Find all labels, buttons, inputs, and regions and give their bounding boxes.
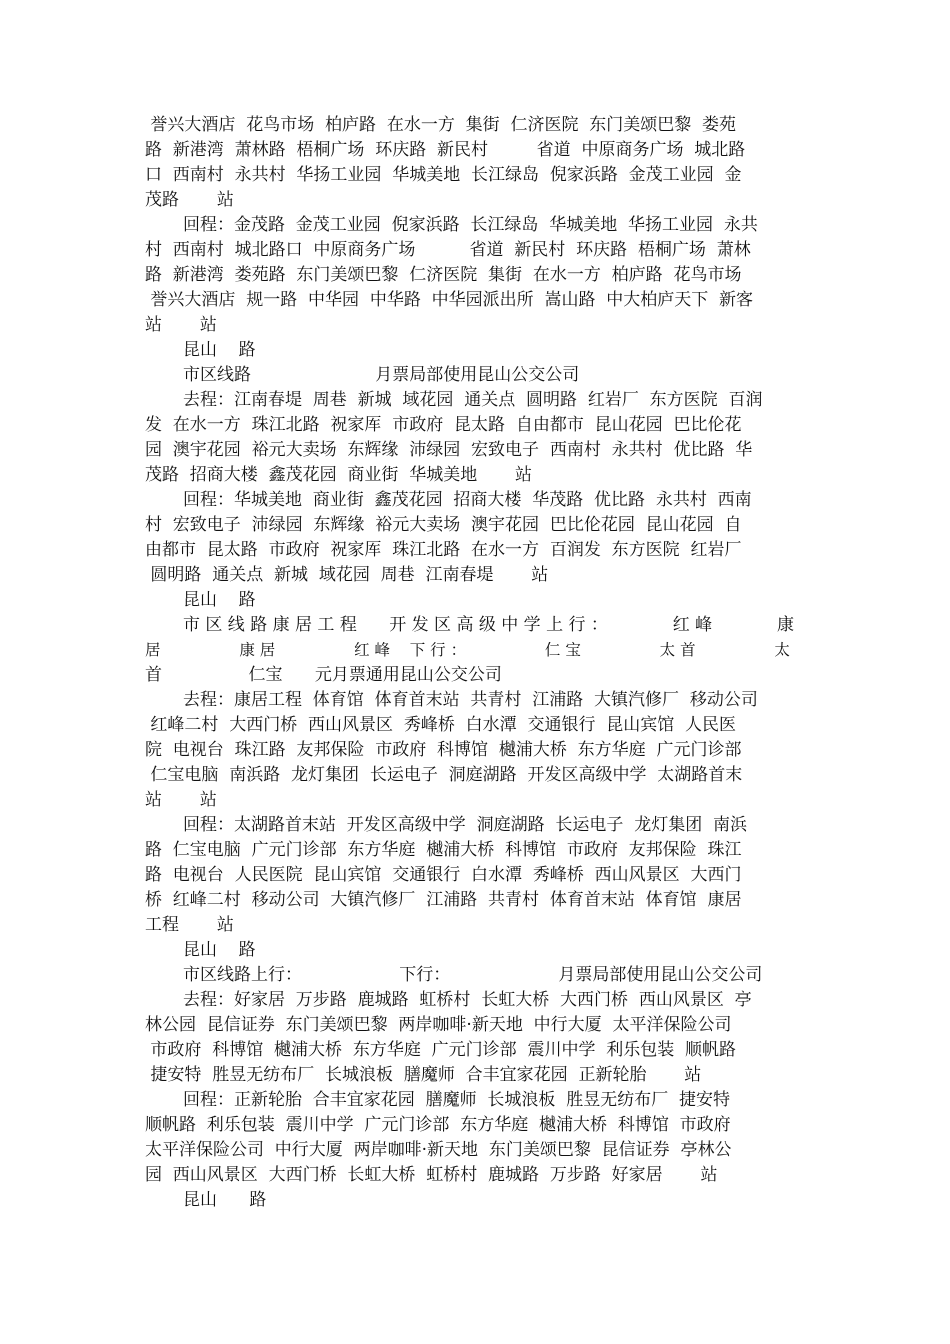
text-line: 发 在水一方 珠江北路 祝家厍 市政府 昆太路 自由都市 昆山花园 巴比伦花 <box>145 415 742 435</box>
text-line: 昆山 路 <box>183 1190 267 1210</box>
text-line: 院 电视台 珠江路 友邦保险 市政府 科博馆 樾浦大桥 东方华庭 广元门诊部 <box>145 740 742 760</box>
text-line: 誉兴大酒店 花鸟市场 柏庐路 在水一方 集街 仁济医院 东门美颂巴黎 娄苑 <box>145 115 737 135</box>
text-line: 昆山 路 <box>183 940 256 960</box>
text-line: 捷安特 胜昱无纺布厂 长城浪板 膳魔师 合丰宜家花园 正新轮胎 站 <box>145 1065 702 1085</box>
text-line: 去程：康居工程 体育馆 体育首末站 共青村 江浦路 大镇汽修厂 移动公司 <box>183 690 758 710</box>
text-line: 路 新港湾 萧林路 梧桐广场 环庆路 新民村 省道 中原商务广场 城北路 <box>145 140 746 160</box>
text-line: 仁宝电脑 南浜路 龙灯集团 长运电子 洞庭湖路 开发区高级中学 太湖路首末 <box>145 765 743 785</box>
text-line: 茂路 招商大楼 鑫茂花园 商业街 华城美地 站 <box>145 465 533 485</box>
text-line: 路 仁宝电脑 广元门诊部 东方华庭 樾浦大桥 科博馆 市政府 友邦保险 珠江 <box>145 840 742 860</box>
text-line: 市 区 线 路 康 居 工 程 开 发 区 高 级 中 学 上 行 ： 红 峰 康 <box>183 615 794 635</box>
text-line: 园 西山风景区 大西门桥 长虹大桥 虹桥村 鹿城路 万步路 好家居 站 <box>145 1165 718 1185</box>
text-line: 昆山 路 <box>183 590 256 610</box>
text-line: 昆山 路 <box>183 340 256 360</box>
text-line: 站 站 <box>145 315 217 335</box>
text-line: 市区线路 月票局部使用昆山公交公司 <box>183 365 580 385</box>
text-line: 回程：华城美地 商业街 鑫茂花园 招商大楼 华茂路 优比路 永共村 西南 <box>183 490 752 510</box>
text-line: 林公园 昆信证券 东门美颂巴黎 两岸咖啡·新天地 中行大厦 太平洋保险公司 <box>145 1015 732 1035</box>
text-line: 居 康 居 红 峰 下 行 ： 仁 宝 太 首 太 <box>145 641 790 659</box>
text-line: 太平洋保险公司 中行大厦 两岸咖啡·新天地 东门美颂巴黎 昆信证券 亭林公 <box>145 1140 732 1160</box>
text-line: 村 宏致电子 沛绿园 东辉缘 裕元大卖场 澳宇花园 巴比伦花园 昆山花园 自 <box>145 515 742 535</box>
text-line: 路 新港湾 娄苑路 东门美颂巴黎 仁济医院 集街 在水一方 柏庐路 花鸟市场 <box>145 265 742 285</box>
text-line: 路 电视台 人民医院 昆山宾馆 交通银行 白水潭 秀峰桥 西山风景区 大西门 <box>145 865 742 885</box>
text-line: 由都市 昆太路 市政府 祝家厍 珠江北路 在水一方 百润发 东方医院 红岩厂 <box>145 540 742 560</box>
document-page <box>145 113 810 1213</box>
text-line: 茂路 站 <box>145 190 234 210</box>
text-line: 站 站 <box>145 790 217 810</box>
text-line: 回程：正新轮胎 合丰宜家花园 膳魔师 长城浪板 胜昱无纺布厂 捷安特 <box>183 1090 731 1110</box>
text-line: 圆明路 通关点 新城 域花园 周巷 江南春堤 站 <box>145 565 549 585</box>
text-line: 市区线路上行： 下行： 月票局部使用昆山公交公司 <box>183 965 763 985</box>
text-line: 工程 站 <box>145 915 234 935</box>
text-line: 园 澳宇花园 裕元大卖场 东辉缘 沛绿园 宏致电子 西南村 永共村 优比路 华 <box>145 440 753 460</box>
text-line: 回程：太湖路首末站 开发区高级中学 洞庭湖路 长运电子 龙灯集团 南浜 <box>183 815 748 835</box>
text-line: 市政府 科博馆 樾浦大桥 东方华庭 广元门诊部 震川中学 利乐包装 顺帆路 <box>145 1040 737 1060</box>
text-line: 誉兴大酒店 规一路 中华园 中华路 中华园派出所 嵩山路 中大柏庐天下 新客 <box>145 290 754 310</box>
text-line: 去程：江南春堤 周巷 新城 域花园 通关点 圆明路 红岩厂 东方医院 百润 <box>183 390 763 410</box>
text-line: 口 西南村 永共村 华扬工业园 华城美地 长江绿岛 倪家浜路 金茂工业园 金 <box>145 165 742 185</box>
text-line: 回程：金茂路 金茂工业园 倪家浜路 长江绿岛 华城美地 华扬工业园 永共 <box>183 215 758 235</box>
text-line: 首 仁宝 元月票通用昆山公交公司 <box>145 665 502 685</box>
text-line: 去程：好家居 万步路 鹿城路 虹桥村 长虹大桥 大西门桥 西山风景区 亭 <box>183 990 752 1010</box>
text-line: 红峰二村 大西门桥 西山风景区 秀峰桥 白水潭 交通银行 昆山宾馆 人民医 <box>145 715 737 735</box>
text-line: 村 西南村 城北路口 中原商务广场 省道 新民村 环庆路 梧桐广场 萧林 <box>145 240 751 260</box>
text-line: 桥 红峰二村 移动公司 大镇汽修厂 江浦路 共青村 体育首末站 体育馆 康居 <box>145 890 742 910</box>
text-line: 顺帆路 利乐包装 震川中学 广元门诊部 东方华庭 樾浦大桥 科博馆 市政府 <box>145 1115 731 1135</box>
